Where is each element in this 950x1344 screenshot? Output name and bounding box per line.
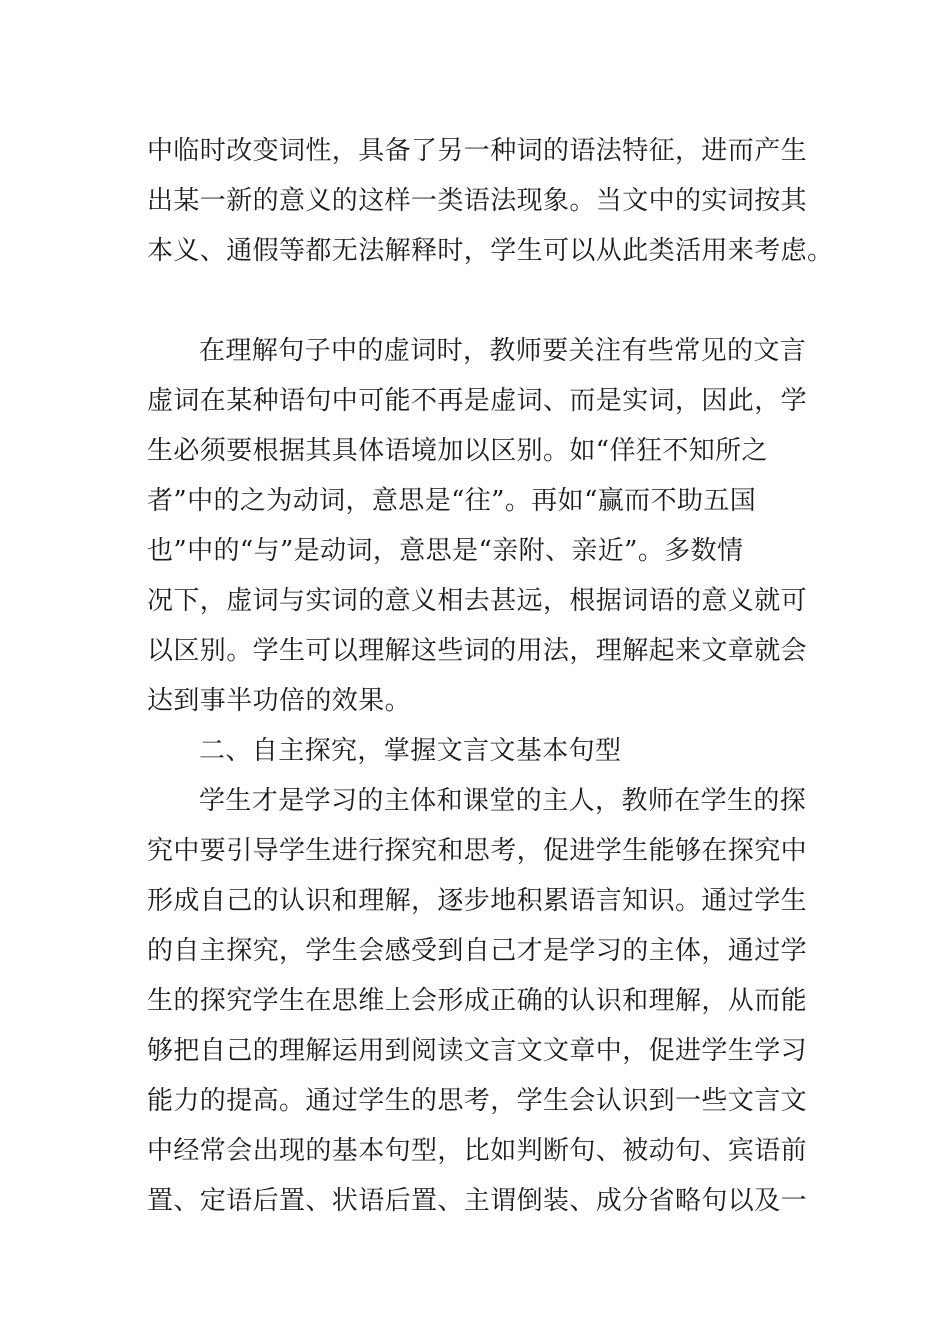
text-line: 究中要引导学生进行探究和思考，促进学生能够在探究中 — [147, 836, 808, 866]
text-line: 置、定语后置、状语后置、主谓倒装、成分省略句以及一 — [147, 1186, 808, 1216]
text-line: 者”中的之为动词，意思是“往”。再如“赢而不助五国 — [147, 486, 757, 516]
text-line: 以区别。学生可以理解这些词的用法，理解起来文章就会 — [147, 636, 808, 666]
text-line: 的自主探究，学生会感受到自己才是学习的主体，通过学 — [147, 936, 808, 966]
text-line: 中临时改变词性，具备了另一种词的语法特征，进而产生 — [147, 136, 808, 166]
text-line: 形成自己的认识和理解，逐步地积累语言知识。通过学生 — [147, 886, 808, 916]
text-line: 本义、通假等都无法解释时，学生可以从此类活用来考虑。 — [147, 236, 834, 266]
text-line: 生的探究学生在思维上会形成正确的认识和理解，从而能 — [147, 986, 808, 1016]
text-line: 生必须要根据其具体语境加以区别。如“佯狂不知所之 — [147, 436, 768, 466]
text-line: 中经常会出现的基本句型，比如判断句、被动句、宾语前 — [147, 1136, 808, 1166]
text-line: 出某一新的意义的这样一类语法现象。当文中的实词按其 — [147, 186, 808, 216]
text-line: 学生才是学习的主体和课堂的主人，教师在学生的探 — [199, 786, 807, 816]
text-line: 在理解句子中的虚词时，教师要关注有些常见的文言 — [199, 336, 807, 366]
text-line: 况下，虚词与实词的意义相去甚远，根据词语的意义就可 — [147, 586, 808, 616]
text-line: 达到事半功倍的效果。 — [147, 686, 412, 716]
text-line: 虚词在某种语句中可能不再是虚词、而是实词，因此，学 — [147, 386, 808, 416]
text-line: 能力的提高。通过学生的思考，学生会认识到一些文言文 — [147, 1086, 808, 1116]
text-line: 也”中的“与”是动词，意思是“亲附、亲近”。多数情 — [147, 536, 744, 566]
section-heading: 二、自主探究，掌握文言文基本句型 — [199, 736, 622, 766]
text-line: 够把自己的理解运用到阅读文言文文章中，促进学生学习 — [147, 1036, 808, 1066]
